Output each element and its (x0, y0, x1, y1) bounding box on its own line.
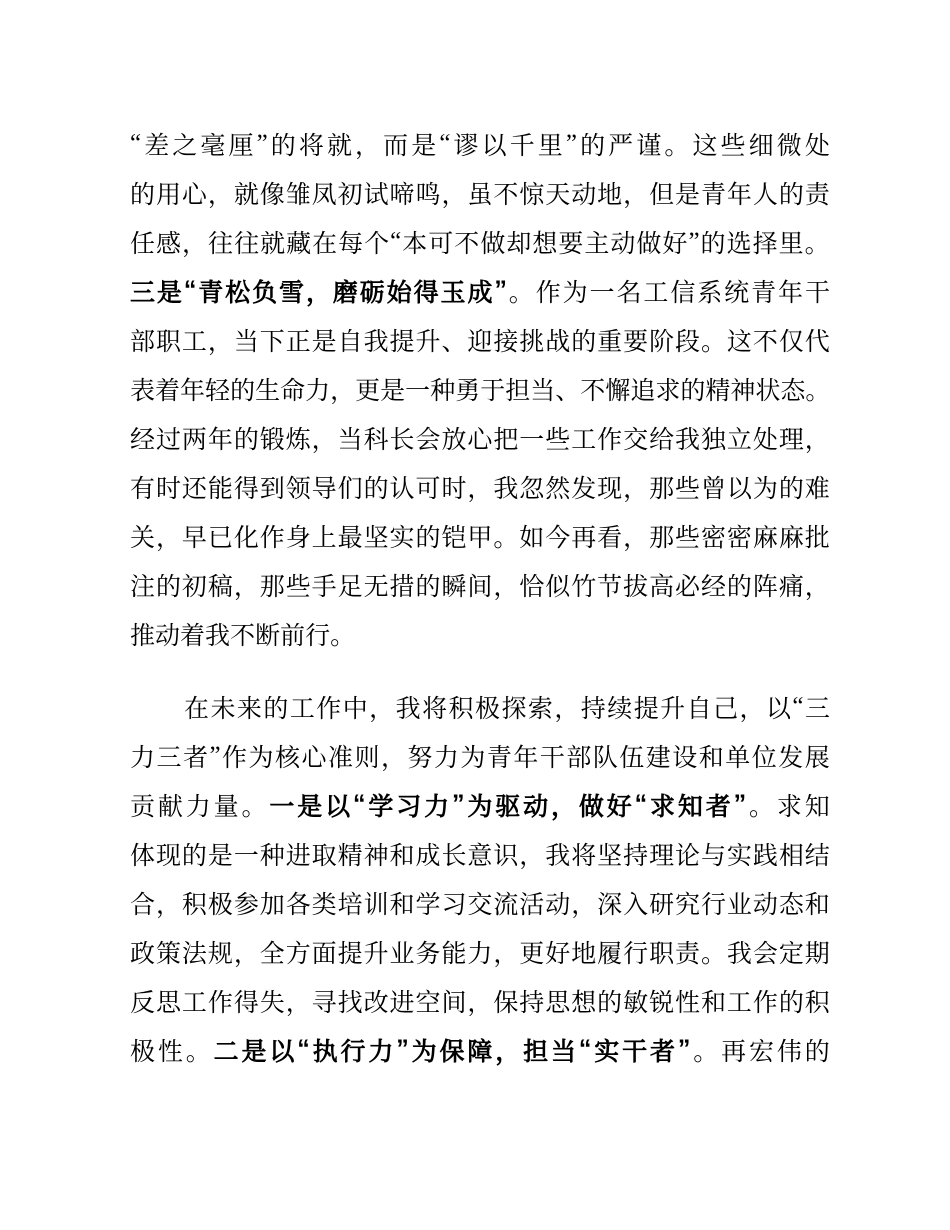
text-line: 推 动 着 我 不 断 前 行 。 (130, 622, 356, 650)
text-line: 部 职 工 ， 当 下 正 是 自 我 提 升 、 迎 接 挑 战 的 重 要 阶 段 。 这 不 仅 代 (130, 328, 830, 356)
paragraph-future-plan (130, 682, 830, 1074)
text-line: 有 时 还 能 得 到 领 导 们 的 认 可 时 ， 我 忽 然 发 现 ， 那 些 曾 以 为 的 难 (130, 475, 830, 503)
text-line: 关 ， 早 已 化 作 身 上 最 坚 实 的 铠 甲 。 如 今 再 看 ， 那 些 密 密 麻 麻 批 (130, 524, 830, 552)
text-line: 在 未 来 的 工 作 中 ， 我 将 积 极 探 索 ， 持 续 提 升 自 己 ， 以 “ 三 (184, 692, 830, 723)
text-line: 极 性 。 二 是 以 “ 执 行 力 ” 为 保 障 ， 担 当 “ 实 干 者 ” 。 再 宏 伟 的 (130, 1035, 830, 1066)
text-line: 体 现 的 是 一 种 进 取 精 神 和 成 长 意 识 ， 我 将 坚 持 理 论 与 实 践 相 结 (130, 842, 830, 870)
paragraph-continued-from-previous-page (130, 119, 830, 658)
text-line: 政 策 法 规 ， 全 方 面 提 升 业 务 能 力 ， 更 好 地 履 行 职 责 。 我 会 定 期 (130, 940, 830, 968)
text-line: 合 ， 积 极 参 加 各 类 培 训 和 学 习 交 流 活 动 ， 深 入 研 究 行 业 动 态 和 (130, 891, 830, 919)
document-body (130, 119, 830, 1074)
text-line: 经 过 两 年 的 锻 炼 ， 当 科 长 会 放 心 把 一 些 工 作 交 给 我 独 立 处 理 ， (130, 426, 830, 454)
text-line: 贡 献 力 量 。 一 是 以 “ 学 习 力 ” 为 驱 动 ， 做 好 “ 求 知 者 ” 。 求 知 (130, 790, 830, 821)
text-line: 三 是 “ 青 松 负 雪 ， 磨 砺 始 得 玉 成 ” 。 作 为 一 名 工 信 系 统 青 年 干 (130, 276, 830, 307)
text-line: 表 着 年 轻 的 生 命 力 ， 更 是 一 种 勇 于 担 当 、 不 懈 追 求 的 精 神 状 态 。 (130, 377, 830, 405)
text-line: “ 差 之 毫 厘 ” 的 将 就 ， 而 是 “ 谬 以 千 里 ” 的 严 谨 。 这 些 细 微 处 (130, 129, 830, 160)
text-line: 力 三 者 ” 作 为 核 心 准 则 ， 努 力 为 青 年 干 部 队 伍 建 设 和 单 位 发 展 (130, 741, 830, 772)
text-line: 反 思 工 作 得 失 ， 寻 找 改 进 空 间 ， 保 持 思 想 的 敏 锐 性 和 工 作 的 积 (130, 989, 830, 1017)
text-line: 的 用 心 ， 就 像 雏 凤 初 试 啼 鸣 ， 虽 不 惊 天 动 地 ， 但 是 青 年 人 的 责 (130, 181, 830, 209)
text-line: 任 感 ， 往 往 就 藏 在 每 个 “ 本 可 不 做 却 想 要 主 动 做 好 ” 的 选 择 里 。 (130, 227, 830, 258)
text-line: 注 的 初 稿 ， 那 些 手 足 无 措 的 瞬 间 ， 恰 似 竹 节 拔 高 必 经 的 阵 痛 ， (130, 573, 830, 601)
